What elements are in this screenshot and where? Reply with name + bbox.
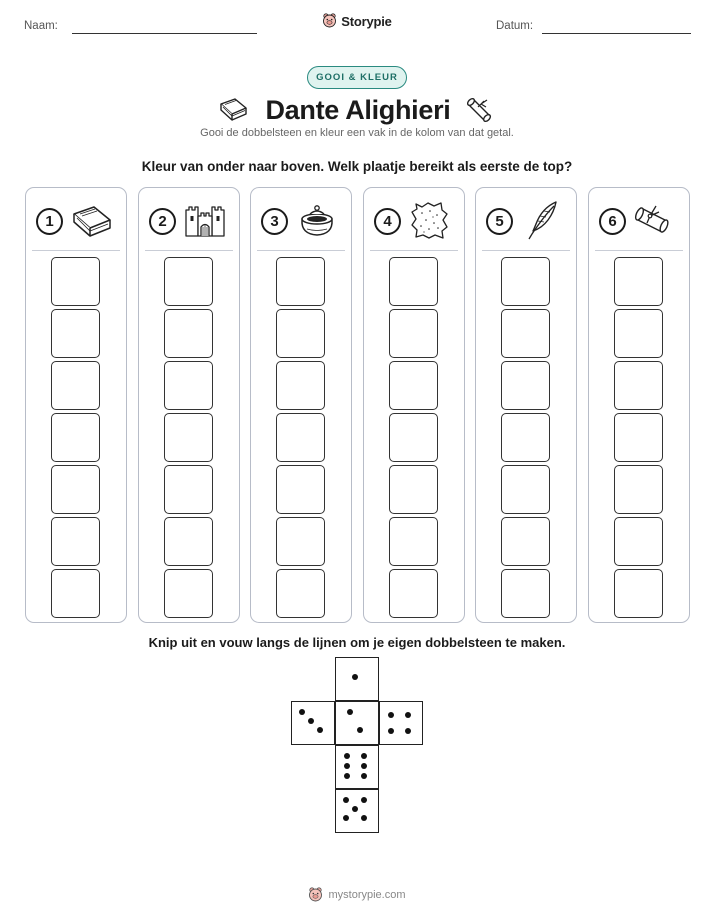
color-box[interactable] xyxy=(501,517,550,566)
page-title: Dante Alighieri xyxy=(265,94,451,125)
die-instruction: Knip uit en vouw langs de lijnen om je eigen dobbelsteen te maken. xyxy=(148,635,566,650)
color-box[interactable] xyxy=(614,309,663,358)
instructions-subtitle: Gooi de dobbelsteen en kleur een vak in de kolom van dat getal. xyxy=(200,127,514,139)
activity-tag: GOOI & KLEUR xyxy=(307,66,407,89)
color-box[interactable] xyxy=(389,517,438,566)
color-box[interactable] xyxy=(164,465,213,514)
color-box[interactable] xyxy=(164,517,213,566)
column-1 xyxy=(25,187,127,623)
column-number: 6 xyxy=(599,208,626,235)
question-text: Kleur van onder naar boven. Welk plaatje bereikt als eerste de top? xyxy=(141,159,573,174)
column-6 xyxy=(588,187,690,623)
die-face-6 xyxy=(335,745,379,789)
color-box[interactable] xyxy=(276,361,325,410)
color-box[interactable] xyxy=(51,569,100,618)
die-face-4 xyxy=(379,701,423,745)
color-box[interactable] xyxy=(389,309,438,358)
die-pip xyxy=(299,709,305,715)
die-pip xyxy=(357,727,363,733)
color-box[interactable] xyxy=(389,569,438,618)
die-pip xyxy=(308,718,314,724)
die-pip xyxy=(361,815,367,821)
title-row xyxy=(0,90,714,130)
color-box[interactable] xyxy=(614,413,663,462)
die-pip xyxy=(317,727,323,733)
color-box[interactable] xyxy=(51,517,100,566)
book-icon xyxy=(217,95,249,125)
column-number: 1 xyxy=(36,208,63,235)
color-box[interactable] xyxy=(276,569,325,618)
die-face-3 xyxy=(291,701,335,745)
castle-icon xyxy=(183,198,227,242)
color-box[interactable] xyxy=(164,309,213,358)
brand-logo xyxy=(0,13,714,29)
color-box[interactable] xyxy=(51,309,100,358)
color-box[interactable] xyxy=(276,517,325,566)
scroll-icon xyxy=(467,93,497,127)
pig-mascot-icon xyxy=(308,887,323,903)
die-pip xyxy=(388,728,394,734)
color-box[interactable] xyxy=(276,465,325,514)
color-box[interactable] xyxy=(501,465,550,514)
brand-name: Storypie xyxy=(341,13,392,29)
column-4 xyxy=(363,187,465,623)
color-box[interactable] xyxy=(276,257,325,306)
die-face-2 xyxy=(335,701,379,745)
column-divider xyxy=(595,250,683,251)
color-box[interactable] xyxy=(164,361,213,410)
color-box[interactable] xyxy=(614,465,663,514)
color-box[interactable] xyxy=(501,569,550,618)
die-face-5 xyxy=(335,789,379,833)
color-box[interactable] xyxy=(164,257,213,306)
column-divider xyxy=(370,250,458,251)
name-label: Naam: xyxy=(24,20,58,32)
column-2 xyxy=(138,187,240,623)
column-divider xyxy=(145,250,233,251)
die-pip xyxy=(344,773,350,779)
color-box[interactable] xyxy=(614,569,663,618)
color-box[interactable] xyxy=(614,257,663,306)
column-number: 5 xyxy=(486,208,513,235)
book-icon xyxy=(70,198,114,242)
die-pip xyxy=(361,797,367,803)
die-pip xyxy=(361,753,367,759)
die-pip xyxy=(352,674,358,680)
die-pip xyxy=(344,753,350,759)
color-box[interactable] xyxy=(51,465,100,514)
die-pip xyxy=(343,815,349,821)
color-box[interactable] xyxy=(501,309,550,358)
color-box[interactable] xyxy=(389,413,438,462)
column-divider xyxy=(32,250,120,251)
die-pip xyxy=(405,712,411,718)
column-5 xyxy=(475,187,577,623)
color-box[interactable] xyxy=(51,257,100,306)
die-pip xyxy=(361,773,367,779)
die-pip xyxy=(405,728,411,734)
color-box[interactable] xyxy=(51,413,100,462)
color-box[interactable] xyxy=(614,361,663,410)
column-number: 2 xyxy=(149,208,176,235)
die-pip xyxy=(352,806,358,812)
die-pip xyxy=(347,709,353,715)
inkwell-icon xyxy=(295,198,339,242)
date-line[interactable] xyxy=(542,33,691,34)
color-box[interactable] xyxy=(501,257,550,306)
column-3 xyxy=(250,187,352,623)
color-box[interactable] xyxy=(389,361,438,410)
column-divider xyxy=(482,250,570,251)
pig-mascot-icon xyxy=(322,13,337,29)
die-pip xyxy=(344,763,350,769)
parchment-icon xyxy=(408,198,452,242)
color-box[interactable] xyxy=(389,465,438,514)
die-pip xyxy=(388,712,394,718)
color-box[interactable] xyxy=(164,569,213,618)
color-box[interactable] xyxy=(276,413,325,462)
date-label: Datum: xyxy=(496,20,534,32)
color-box[interactable] xyxy=(51,361,100,410)
column-number: 4 xyxy=(374,208,401,235)
column-divider xyxy=(257,250,345,251)
footer xyxy=(0,887,714,903)
name-line[interactable] xyxy=(72,33,257,34)
color-box[interactable] xyxy=(164,413,213,462)
die-pip xyxy=(361,763,367,769)
color-box[interactable] xyxy=(276,309,325,358)
column-number: 3 xyxy=(261,208,288,235)
color-box[interactable] xyxy=(501,361,550,410)
footer-url[interactable]: mystorypie.com xyxy=(328,889,406,901)
die-pip xyxy=(343,797,349,803)
color-box[interactable] xyxy=(614,517,663,566)
color-box[interactable] xyxy=(501,413,550,462)
color-box[interactable] xyxy=(389,257,438,306)
scroll-icon xyxy=(633,198,677,242)
quill-icon xyxy=(520,198,564,242)
die-face-1 xyxy=(335,657,379,701)
